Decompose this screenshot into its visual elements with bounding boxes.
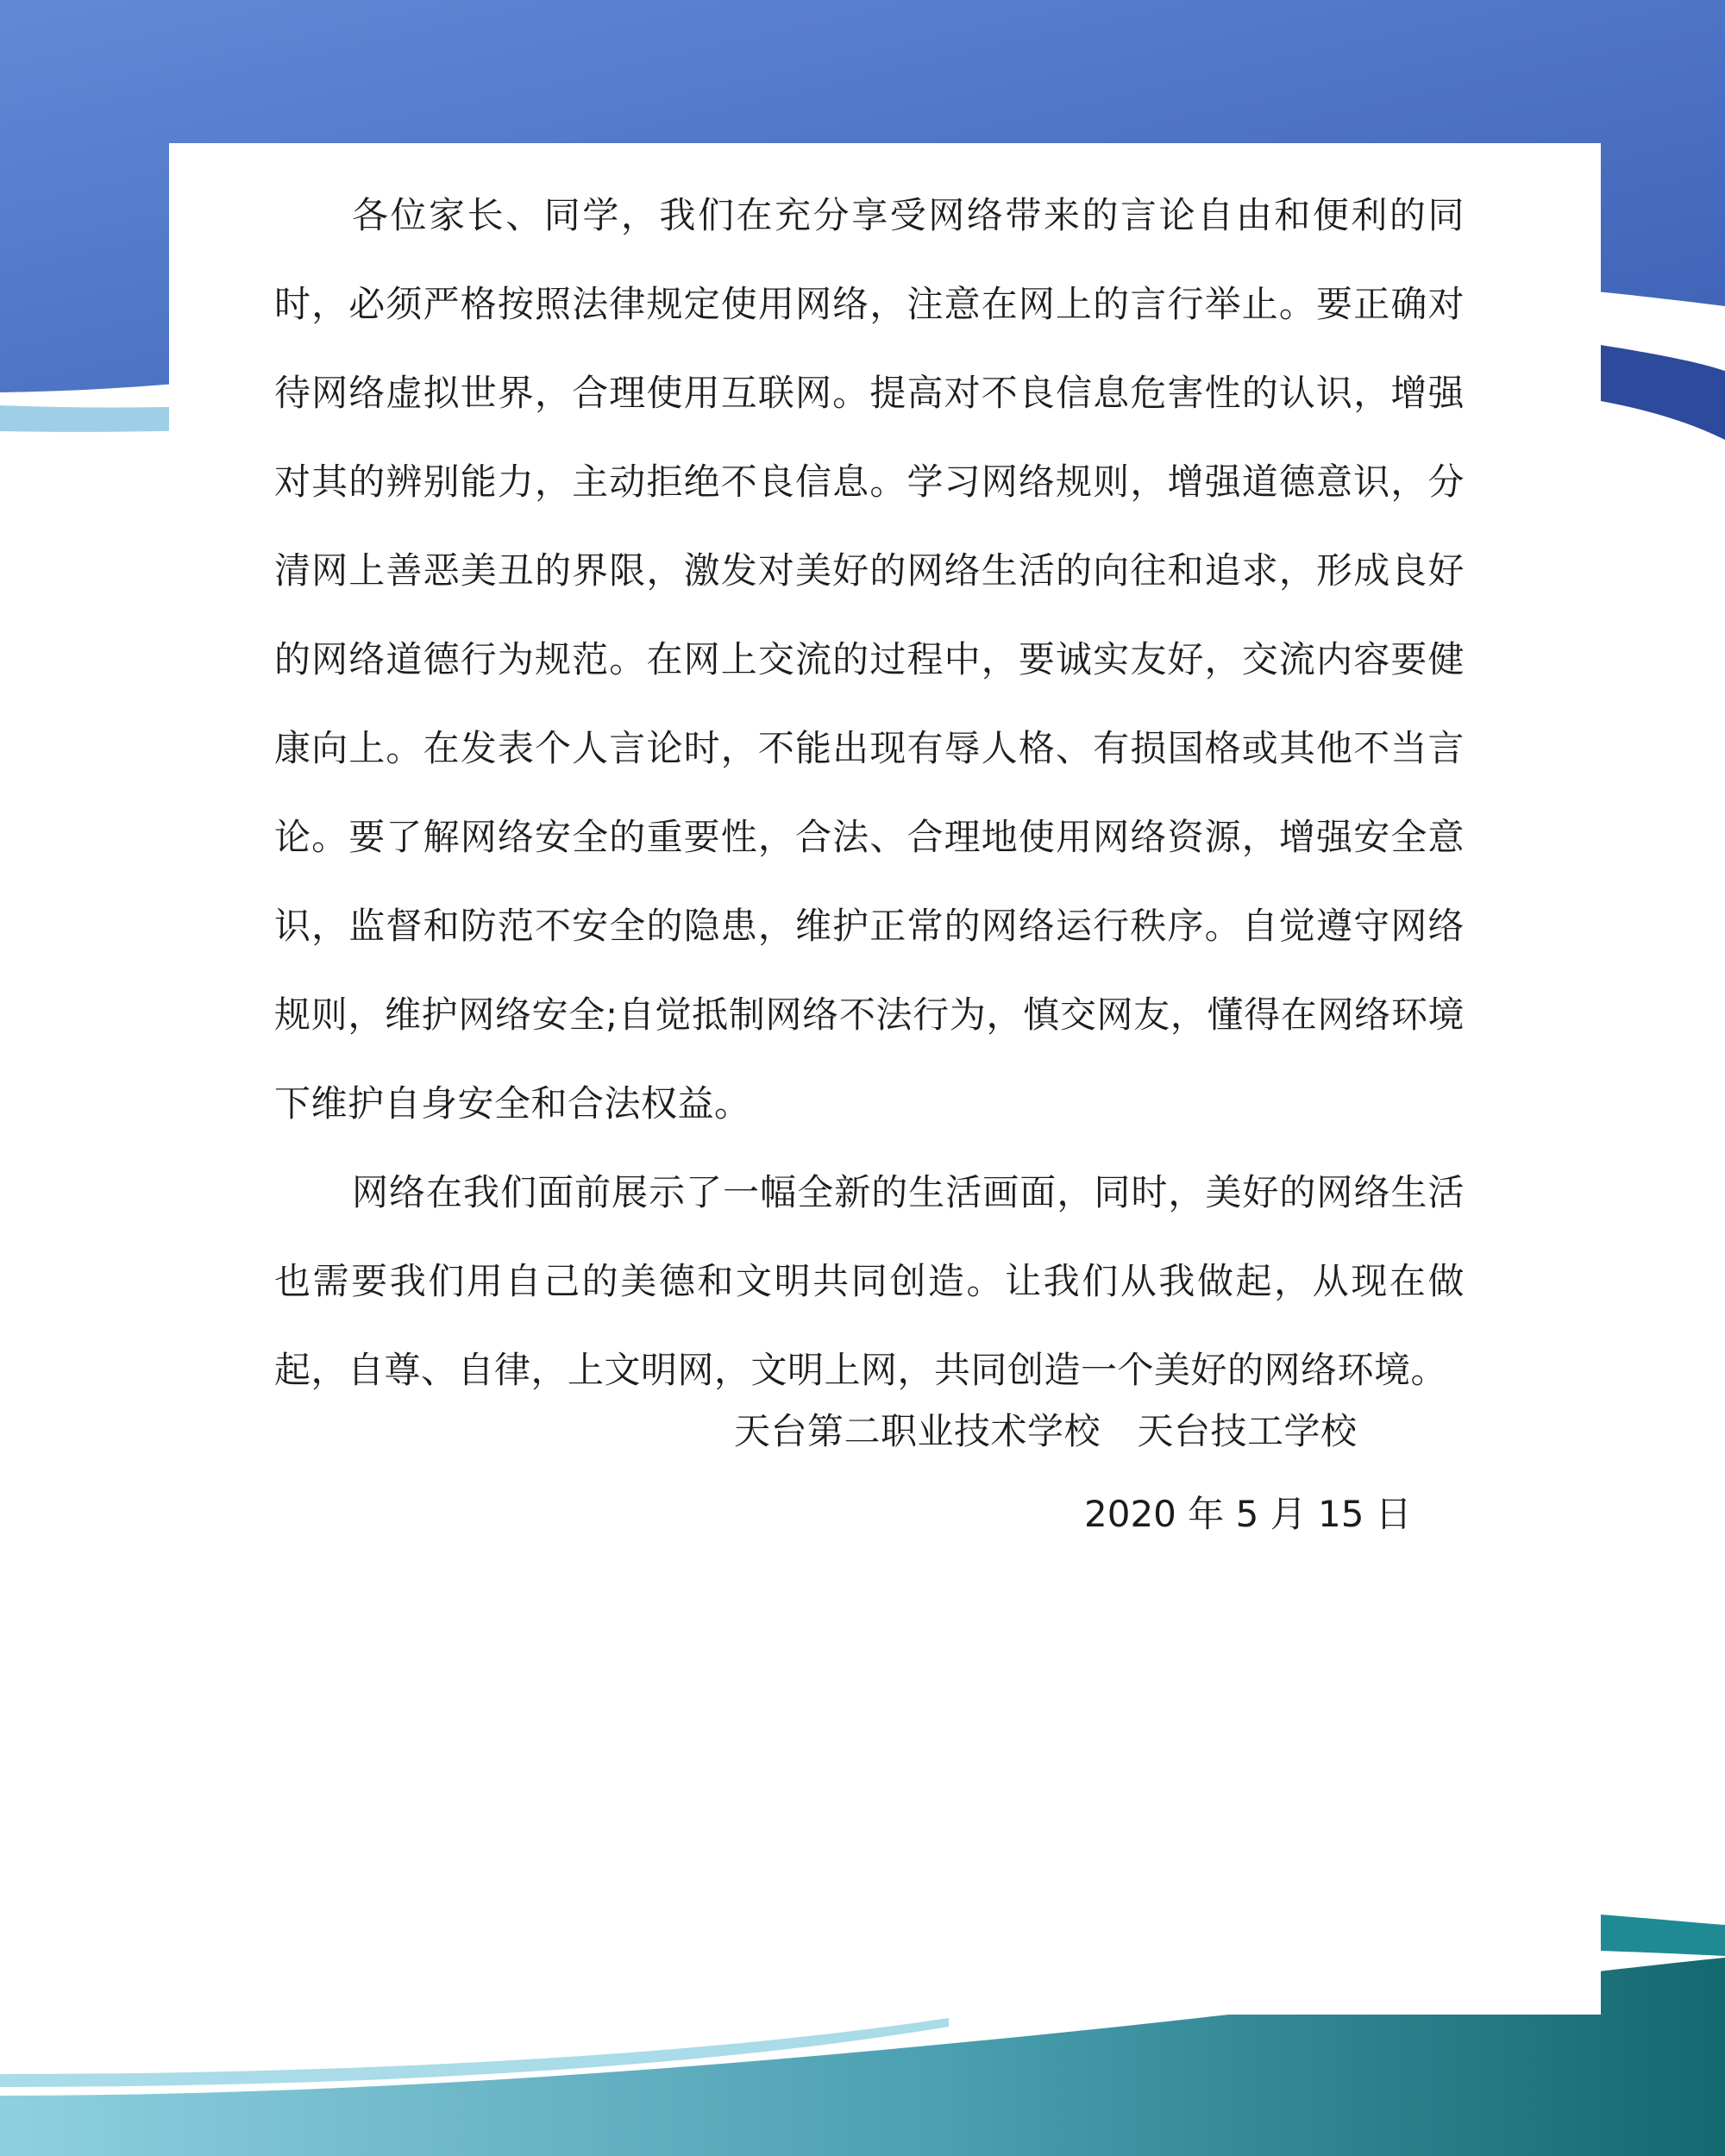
letter-body bbox=[274, 171, 1465, 1414]
signature-organizations: 天台第二职业技术学校 天台技工学校 bbox=[734, 1410, 1358, 1452]
signature-date: 2020 年 5 月 15 日 bbox=[1084, 1493, 1412, 1535]
letter-paragraph-1: 各位家长、同学，我们在充分享受网络带来的言论自由和便利的同时，必须严格按照法律规定使用网络，注意在网上的言行举止。要正确对待网络虚拟世界，合理使用互联网。提高对不良信息危害性的认识，增强对其的辨别能力，主动拒绝不良信息。学习网络规则，增强道德意识，分清网上善恶美丑的界限，激发对美好的网络生活的向往和追求，形成良好的网络道德行为规范。在网上交流的过程中，要诚实友好，交流内容要健康向上。在发表个人言论时，不能出现有辱人格、有损国格或其他不当言论。要了解网络安全的重要性，合法、合理地使用网络资源，增强安全意识，监督和防范不安全的隐患，维护正常的网络运行秩序。自觉遵守网络规则，维护网络安全;自觉抵制网络不法行为，慎交网友，懂得在网络环境下维护自身安全和合法权益。 bbox=[274, 194, 1465, 1125]
bottom-right-accent bbox=[1601, 1915, 1725, 1956]
letter-paragraph-2: 网络在我们面前展示了一幅全新的生活画面，同时，美好的网络生活也需要我们用自己的美德和文明共同创造。让我们从我做起，从现在做起，自尊、自律，上文明网，文明上网，共同创造一个美好的网络环境。 bbox=[274, 1171, 1465, 1391]
letter-paper bbox=[169, 143, 1601, 2015]
